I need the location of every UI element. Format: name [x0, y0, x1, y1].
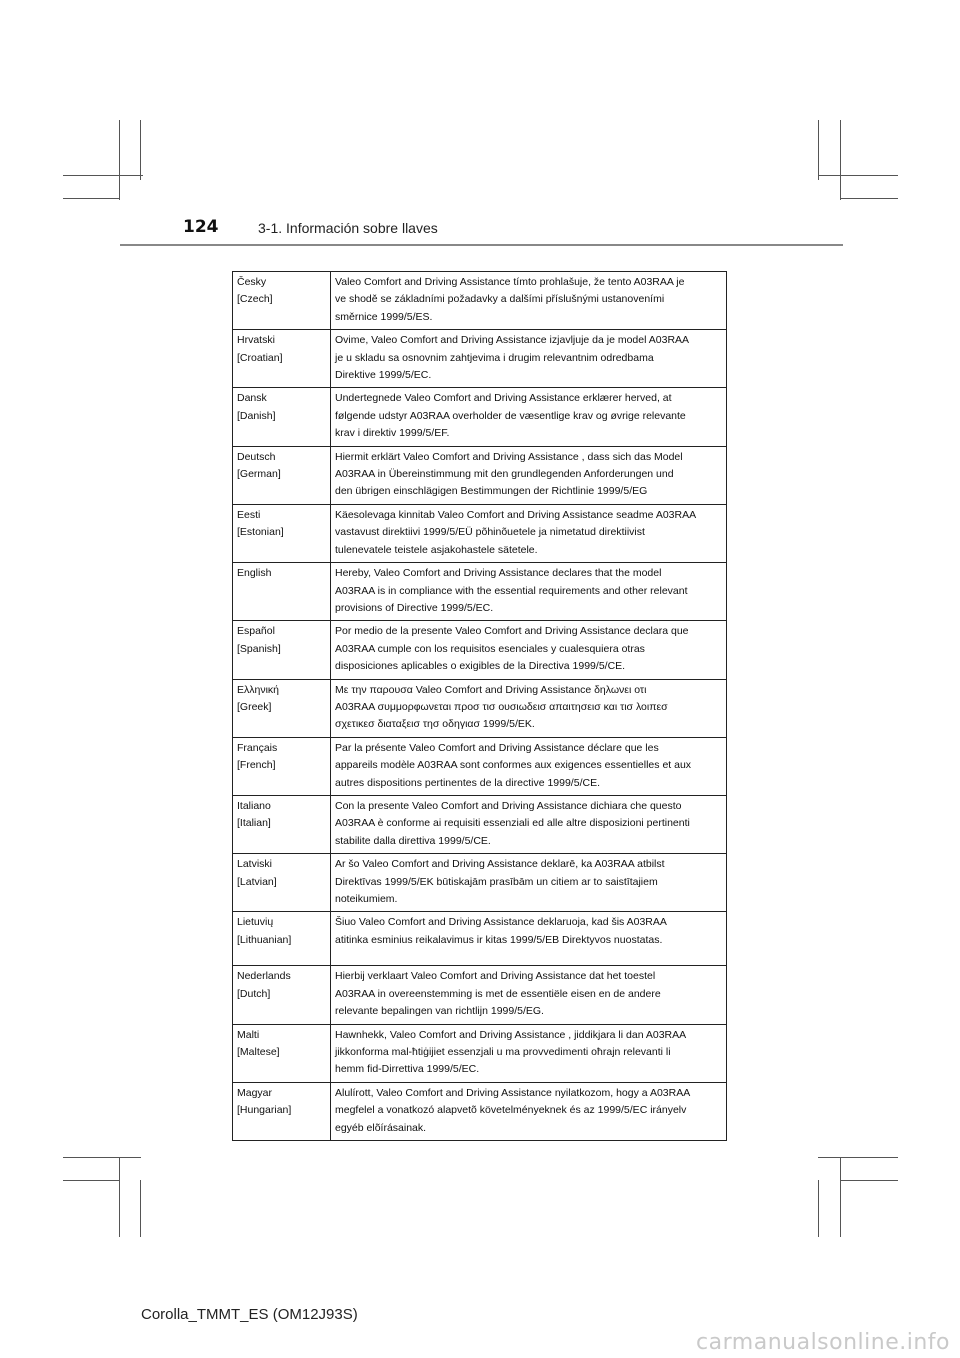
declaration-line: Hawnhekk, Valeo Comfort and Driving Assistance , jiddikjara li dan A03RAA: [335, 1028, 687, 1041]
table-row: [233, 679, 727, 737]
declaration-line: ve shodě se základními požadavky a dalšími příslušnými ustanoveními: [335, 293, 665, 306]
declaration-line: Con la presente Valeo Comfort and Driving Assistance dichiara che questo: [335, 799, 682, 812]
declaration-line: Ovime, Valeo Comfort and Driving Assistance izjavljuje da je model A03RAA: [335, 334, 690, 347]
language-name: English: [237, 567, 272, 580]
language-cell: [233, 563, 331, 621]
table-row: [233, 966, 727, 1024]
declaration-line: Šiuo Valeo Comfort and Driving Assistance deklaruoja, kad šis A03RAA: [335, 916, 667, 929]
declaration-text-cell: [331, 1082, 727, 1140]
declaration-text-cell: [331, 795, 727, 853]
language-code: [Latvian]: [237, 875, 277, 888]
header-rule: [120, 244, 843, 246]
declaration-line: Por medio de la presente Valeo Comfort and Driving Assistance declara que: [335, 625, 689, 638]
language-name: Malti: [237, 1028, 260, 1041]
language-cell: [233, 621, 331, 679]
declaration-line: A03RAA is in compliance with the essential requirements and other relevant: [335, 584, 688, 597]
declaration-line: Käesolevaga kinnitab Valeo Comfort and Driving Assistance seadme A03RAA: [335, 508, 697, 521]
page-number: 124: [183, 217, 219, 237]
table-row: [233, 1082, 727, 1140]
declaration-line: hemm fid-Dirrettiva 1999/5/EC.: [335, 1063, 480, 1076]
table-row: [233, 563, 727, 621]
declaration-line: A03RAA è conforme ai requisiti essenziali ed alle altre disposizioni pertinenti: [335, 817, 690, 830]
section-title: 3-1. Información sobre llaves: [258, 220, 438, 236]
declaration-text-cell: [331, 621, 727, 679]
declaration-text-cell: [331, 854, 727, 912]
declaration-line: noteikumiem.: [335, 893, 398, 905]
language-name: Latviski: [237, 858, 273, 871]
declaration-line: Με την παρουσα Valeo Comfort and Driving Assistance δηλωνει οτι: [335, 683, 647, 696]
declaration-line: krav i direktiv 1999/5/EF.: [335, 427, 450, 440]
declaration-text-cell: [331, 966, 727, 1024]
declaration-line: megfelel a vonatkozó alapvetõ követelményeknek és az 1999/5/EC irányelv: [335, 1104, 687, 1117]
table-row: [233, 330, 727, 388]
table-row: [233, 621, 727, 679]
declaration-line: jikkonforma mal-ħtiġijiet essenzjali u ma provvedimenti oħrajn relevanti li: [335, 1046, 671, 1059]
language-cell: [233, 854, 331, 912]
language-code: [Greek]: [237, 700, 272, 713]
language-cell: [233, 795, 331, 853]
declaration-text-cell: [331, 563, 727, 621]
language-name: Magyar: [237, 1086, 273, 1099]
declaration-line: Par la présente Valeo Comfort and Driving Assistance déclare que les: [335, 741, 659, 754]
watermark: carmanualsonline.info: [696, 1330, 950, 1355]
declaration-line: Hiermit erklärt Valeo Comfort and Driving Assistance , dass sich das Model: [335, 450, 683, 463]
language-cell: [233, 1024, 331, 1082]
language-code: [Danish]: [237, 409, 276, 422]
declaration-line: Direktīvas 1999/5/EK būtiskajām prasībām un citiem ar to saistītajiem: [335, 875, 658, 888]
language-cell: [233, 737, 331, 795]
declaration-line: egyéb elõírásainak.: [335, 1121, 427, 1134]
declaration-line: relevante bepalingen van richtlijn 1999/5/EG.: [335, 1005, 544, 1018]
language-cell: [233, 272, 331, 330]
declaration-line: autres dispositions pertinentes de la directive 1999/5/CE.: [335, 776, 600, 789]
declaration-line: Undertegnede Valeo Comfort and Driving Assistance erklærer herved, at: [335, 392, 672, 405]
declaration-line: A03RAA in Übereinstimmung mit den grundlegenden Anforderungen und: [335, 468, 674, 481]
language-code: [Italian]: [237, 817, 271, 830]
declaration-text-cell: [331, 1024, 727, 1082]
language-cell: [233, 330, 331, 388]
declaration-text-cell: [331, 504, 727, 562]
declaration-line: stabilite dalla direttiva 1999/5/CE.: [335, 834, 491, 847]
declaration-line: tulenevatele teistele asjakohastele sätetele.: [335, 543, 538, 556]
language-name: Ελληνική: [237, 683, 280, 696]
language-name: Lietuvių: [237, 916, 274, 929]
declaration-line: A03RAA cumple con los requisitos esenciales y cualesquiera otras: [335, 642, 645, 655]
table-row: [233, 446, 727, 504]
document-id: Corolla_TMMT_ES (OM12J93S): [141, 1306, 358, 1323]
declaration-line: A03RAA συμμορφωνεται προσ τισ ουσιωδεισ απαιτησεισ και τισ λοιπεσ: [335, 700, 668, 713]
language-code: [Croatian]: [237, 351, 283, 364]
declaration-table: [232, 271, 727, 1141]
language-cell: [233, 1082, 331, 1140]
language-code: [Czech]: [237, 293, 273, 306]
declaration-line: Ar šo Valeo Comfort and Driving Assistance deklarē, ka A03RAA atbilst: [335, 858, 665, 871]
declaration-line: A03RAA in overeenstemming is met de essentiële eisen en de andere: [335, 987, 661, 1000]
language-code: [Spanish]: [237, 642, 281, 655]
table-row: [233, 737, 727, 795]
language-cell: [233, 679, 331, 737]
language-code: [Lithuanian]: [237, 933, 292, 946]
declaration-line: je u skladu sa osnovnim zahtjevima i drugim relevantnim odredbama: [335, 351, 654, 364]
declaration-line: appareils modèle A03RAA sont conformes aux exigences essentielles et aux: [335, 759, 692, 772]
language-cell: [233, 966, 331, 1024]
declaration-text-cell: [331, 737, 727, 795]
declaration-line: směrnice 1999/5/ES.: [335, 310, 433, 323]
language-name: Deutsch: [237, 450, 276, 463]
declaration-text-cell: [331, 446, 727, 504]
table-row: [233, 272, 727, 330]
declaration-line: Alulírott, Valeo Comfort and Driving Assistance nyilatkozom, hogy a A03RAA: [335, 1086, 691, 1099]
language-name: Nederlands: [237, 970, 291, 983]
declaration-line: vastavust direktiivi 1999/5/EÜ põhinõuetele ja nimetatud direktiivist: [335, 526, 645, 539]
table-row: [233, 504, 727, 562]
language-name: Español: [237, 625, 275, 638]
language-name: Česky: [237, 276, 267, 288]
declaration-text-cell: [331, 272, 727, 330]
table-row: [233, 912, 727, 966]
language-name: Français: [237, 741, 278, 754]
language-name: Hrvatski: [237, 334, 275, 347]
language-cell: [233, 912, 331, 966]
declaration-line: σχετικεσ διαταξεισ τησ οδηγιασ 1999/5/ΕΚ.: [335, 718, 535, 731]
language-cell: [233, 446, 331, 504]
table-row: [233, 388, 727, 446]
declaration-text-cell: [331, 912, 727, 966]
language-name: Italiano: [237, 799, 271, 812]
declaration-line: Direktive 1999/5/EC.: [335, 369, 432, 382]
language-code: [Hungarian]: [237, 1104, 292, 1117]
declaration-line: følgende udstyr A03RAA overholder de væsentlige krav og øvrige relevante: [335, 409, 686, 422]
language-name: Dansk: [237, 392, 267, 405]
declaration-text-cell: [331, 679, 727, 737]
table-row: [233, 795, 727, 853]
language-code: [Estonian]: [237, 526, 284, 539]
table-row: [233, 854, 727, 912]
language-cell: [233, 504, 331, 562]
language-cell: [233, 388, 331, 446]
language-code: [French]: [237, 759, 276, 772]
declaration-line: provisions of Directive 1999/5/EC.: [335, 601, 494, 614]
declaration-line: den übrigen einschlägigen Bestimmungen der Richtlinie 1999/5/EG: [335, 485, 648, 498]
language-name: Eesti: [237, 508, 261, 521]
table-row: [233, 1024, 727, 1082]
language-code: [Maltese]: [237, 1046, 280, 1059]
declaration-line: Hierbij verklaart Valeo Comfort and Driving Assistance dat het toestel: [335, 970, 656, 983]
language-code: [German]: [237, 468, 281, 481]
declaration-line: Valeo Comfort and Driving Assistance tímto prohlašuje, že tento A03RAA je: [335, 276, 685, 288]
language-code: [Dutch]: [237, 987, 271, 1000]
declaration-text-cell: [331, 330, 727, 388]
declaration-line: Hereby, Valeo Comfort and Driving Assistance declares that the model: [335, 567, 662, 580]
declaration-line: atitinka esminius reikalavimus ir kitas 1999/5/EB Direktyvos nuostatas.: [335, 933, 663, 946]
declaration-line: disposiciones aplicables o exigibles de la Directiva 1999/5/CE.: [335, 660, 626, 673]
declaration-text-cell: [331, 388, 727, 446]
